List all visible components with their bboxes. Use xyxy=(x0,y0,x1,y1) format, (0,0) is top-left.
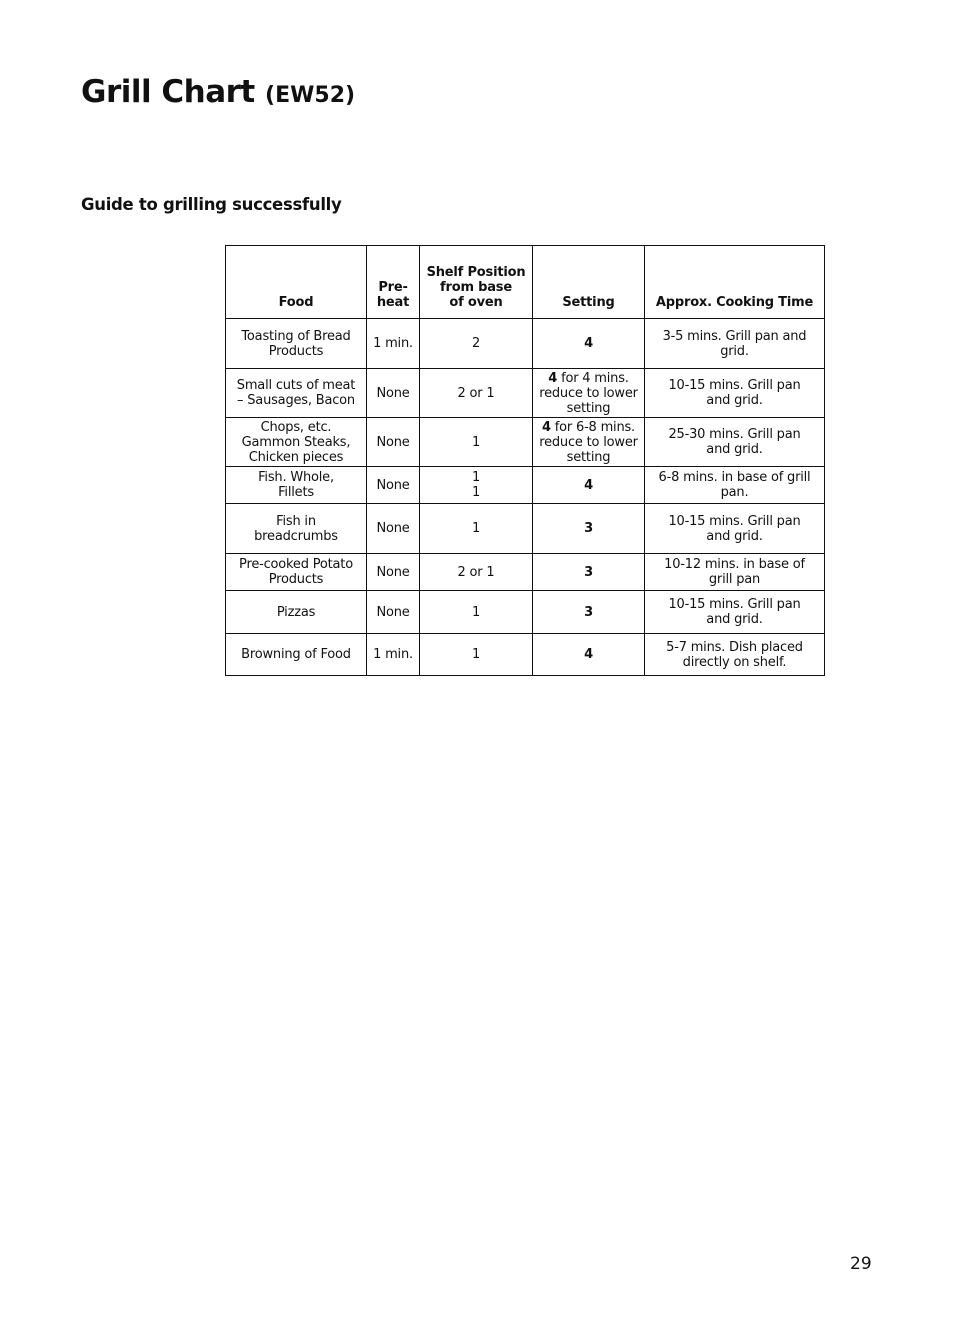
cooking-time-cell: 5-7 mins. Dish placed directly on shelf. xyxy=(645,634,825,676)
table-row xyxy=(226,504,825,554)
food-cell: Chops, etc. Gammon Steaks, Chicken pieces xyxy=(226,418,367,467)
title-text: Grill Chart xyxy=(81,74,255,110)
setting-note: for 6-8 mins. reduce to lower setting xyxy=(539,419,638,465)
setting-cell xyxy=(533,504,645,554)
food-cell: Pizzas xyxy=(226,591,367,634)
setting-cell xyxy=(533,467,645,504)
header-food: Food xyxy=(226,246,367,319)
cooking-time-cell: 3-5 mins. Grill pan and grid. xyxy=(645,319,825,369)
preheat-cell: 1 min. xyxy=(367,634,420,676)
table-row xyxy=(226,591,825,634)
food-cell: Fish. Whole, Fillets xyxy=(226,467,367,504)
preheat-cell: None xyxy=(367,369,420,418)
header-shelf-position: Shelf Position from base of oven xyxy=(420,246,533,319)
setting-level: 4 xyxy=(548,370,558,386)
cooking-time-cell: 6-8 mins. in base of grill pan. xyxy=(645,467,825,504)
setting-note: for 4 mins. reduce to lower setting xyxy=(539,370,638,416)
preheat-cell: 1 min. xyxy=(367,319,420,369)
food-cell: Toasting of Bread Products xyxy=(226,319,367,369)
preheat-cell: None xyxy=(367,554,420,591)
table-body xyxy=(226,319,825,676)
section-subtitle: Guide to grilling successfully xyxy=(81,195,342,214)
preheat-cell: None xyxy=(367,418,420,467)
table-row xyxy=(226,634,825,676)
cooking-time-cell: 25-30 mins. Grill pan and grid. xyxy=(645,418,825,467)
header-preheat: Pre- heat xyxy=(367,246,420,319)
setting-cell xyxy=(533,554,645,591)
setting-cell xyxy=(533,418,645,467)
shelf-cell: 1 xyxy=(420,634,533,676)
setting-level: 4 xyxy=(542,419,551,435)
shelf-cell: 1 xyxy=(420,418,533,467)
table-row xyxy=(226,467,825,504)
food-cell: Small cuts of meat – Sausages, Bacon xyxy=(226,369,367,418)
model-code: (EW52) xyxy=(265,83,356,108)
table-row xyxy=(226,319,825,369)
cooking-time-cell: 10-15 mins. Grill pan and grid. xyxy=(645,504,825,554)
cooking-time-cell: 10-12 mins. in base of grill pan xyxy=(645,554,825,591)
table-row xyxy=(226,554,825,591)
header-cooking-time: Approx. Cooking Time xyxy=(645,246,825,319)
preheat-cell: None xyxy=(367,467,420,504)
setting-level: 3 xyxy=(584,604,593,620)
header-setting: Setting xyxy=(533,246,645,319)
setting-level: 3 xyxy=(584,521,593,536)
setting-level: 4 xyxy=(584,647,593,662)
food-cell: Browning of Food xyxy=(226,634,367,676)
setting-cell xyxy=(533,369,645,418)
table-row xyxy=(226,418,825,467)
preheat-cell: None xyxy=(367,591,420,634)
shelf-cell: 2 xyxy=(420,319,533,369)
grill-chart-table xyxy=(225,245,825,676)
shelf-cell: 1 1 xyxy=(420,467,533,504)
table-row xyxy=(226,369,825,418)
preheat-cell: None xyxy=(367,504,420,554)
cooking-time-cell: 10-15 mins. Grill pan and grid. xyxy=(645,591,825,634)
shelf-cell: 1 xyxy=(420,591,533,634)
food-cell: Fish in breadcrumbs xyxy=(226,504,367,554)
setting-level: 4 xyxy=(584,477,593,493)
shelf-cell: 2 or 1 xyxy=(420,369,533,418)
setting-level: 3 xyxy=(584,564,593,580)
cooking-time-cell: 10-15 mins. Grill pan and grid. xyxy=(645,369,825,418)
setting-level: 4 xyxy=(584,336,593,351)
setting-cell xyxy=(533,319,645,369)
food-cell: Pre-cooked Potato Products xyxy=(226,554,367,591)
page-number: 29 xyxy=(850,1254,872,1274)
setting-cell xyxy=(533,634,645,676)
table-header-row xyxy=(226,246,825,319)
setting-cell xyxy=(533,591,645,634)
shelf-cell: 2 or 1 xyxy=(420,554,533,591)
shelf-cell: 1 xyxy=(420,504,533,554)
page-title xyxy=(81,74,355,110)
